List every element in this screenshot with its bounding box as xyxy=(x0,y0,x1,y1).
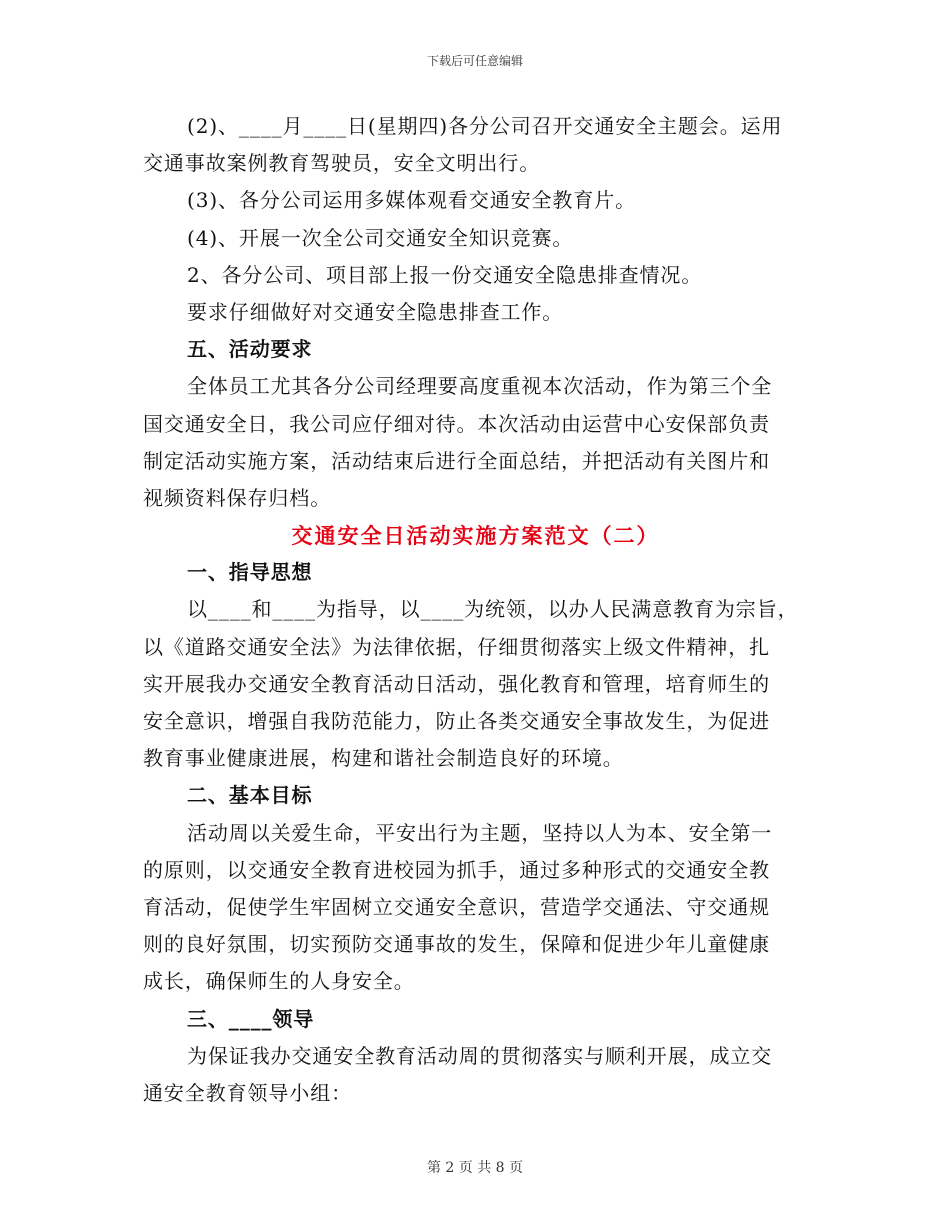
paragraph-line: 通安全教育领导小组： xyxy=(143,1080,352,1105)
paragraph-line: 成长，确保师生的人身安全。 xyxy=(143,969,415,994)
paragraph-line: 活动周以关爱生命，平安出行为主题，坚持以人为本、安全第一 xyxy=(187,820,773,845)
paragraph-line: 的原则，以交通安全教育进校园为抓手，通过多种形式的交通安全教 xyxy=(143,857,770,882)
paragraph-line: (2)、____月____日(星期四)各分公司召开交通安全主题会。运用 xyxy=(187,114,783,138)
paragraph-line: 国交通安全日，我公司应仔细对待。本次活动由运营中心安保部负责 xyxy=(143,411,770,436)
paragraph-line: 2、各分公司、项目部上报一份交通安全隐患排查情况。 xyxy=(187,262,703,287)
page-number: 第 2 页 共 8 页 xyxy=(426,1160,524,1176)
paragraph-line: 视频资料保存归档。 xyxy=(143,485,332,510)
page-header-note: 下载后可任意编辑 xyxy=(426,54,523,68)
section-heading: 五、活动要求 xyxy=(187,337,313,362)
section-heading: 三、____领导 xyxy=(187,1006,315,1031)
paragraph-line: 全体员工尤其各分公司经理要高度重视本次活动，作为第三个全 xyxy=(187,374,773,399)
paragraph-line: (3)、各分公司运用多媒体观看交通安全教育片。 xyxy=(187,188,637,213)
paragraph-line: 实开展我办交通安全教育活动日活动，强化教育和管理，培育师生的 xyxy=(143,671,770,696)
paragraph-line: 交通事故案例教育驾驶员，安全文明出行。 xyxy=(143,151,541,176)
paragraph-line: 安全意识，增强自我防范能力，防止各类交通安全事故发生，为促进 xyxy=(143,709,770,733)
paragraph-line: (4)、开展一次全公司交通安全知识竞赛。 xyxy=(187,225,574,250)
paragraph-line: 制定活动实施方案，活动结束后进行全面总结，并把活动有关图片和 xyxy=(143,448,770,473)
document-title: 交通安全日活动实施方案范文（二） xyxy=(291,523,660,549)
paragraph-line: 教育事业健康进展，构建和谐社会制造良好的环境。 xyxy=(143,746,624,771)
section-heading: 二、基本目标 xyxy=(187,783,313,808)
paragraph-line: 则的良好氛围，切实预防交通事故的发生，保障和促进少年儿童健康 xyxy=(143,932,770,957)
paragraph-line: 为保证我办交通安全教育活动周的贯彻落实与顺利开展，成立交 xyxy=(187,1043,773,1068)
section-heading: 一、指导思想 xyxy=(187,560,313,585)
paragraph-line: 要求仔细做好对交通安全隐患排查工作。 xyxy=(187,299,564,324)
document-body xyxy=(143,108,808,1112)
paragraph-line: 以____和____为指导，以____为统领，以办人民满意教育为宗旨， xyxy=(187,597,799,622)
paragraph-line: 以《道路交通安全法》为法律依据，仔细贯彻落实上级文件精神，扎 xyxy=(143,634,770,659)
paragraph-line: 育活动，促使学生牢固树立交通安全意识，营造学交通法、守交通规 xyxy=(143,894,770,919)
